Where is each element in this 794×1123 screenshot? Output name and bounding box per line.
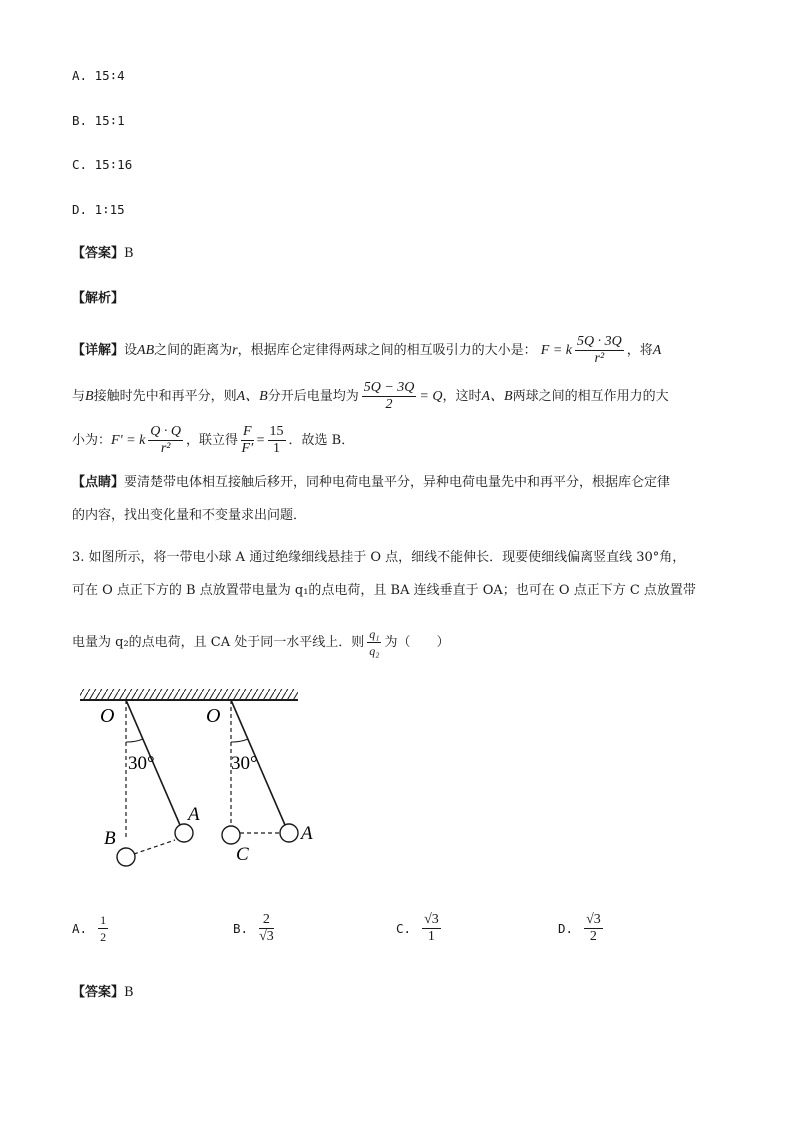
q3-option-c: C. $\frac{√3}{1}$ — [396, 912, 439, 944]
left-label-a: A — [188, 804, 200, 825]
left-label-o: O — [100, 705, 115, 727]
answer-q2: 【答案】B — [72, 246, 134, 261]
detail-line-3: 小为：F′ = k $\frac{Q \cdot Q}{\text{r²}}$ ，联立得 $\frac{F}{F'}$ = $\frac{15}{1}$ ．故选 B． — [72, 424, 355, 456]
option-a: A. 15∶4 — [72, 68, 125, 83]
right-label-o: O — [206, 705, 221, 727]
option-c: C. 15∶16 — [72, 157, 133, 172]
right-ball-a — [280, 824, 298, 842]
question-3-line-1: 3. 如图所示，将一带电小球 A 通过绝缘细线悬挂于 O 点，细线不能伸长．现要使细线偏离竖直线 30°角， — [72, 550, 686, 565]
comment-line-1: 【点睛】要清楚带电体相互接触后移开，同种电荷电量平分，异种电荷电量先中和再平分，根据库仑定律 — [72, 475, 671, 490]
pendulum-figure — [70, 682, 350, 872]
detail-line-1: 【详解】设AB之间的距离为r，根据库仑定律得两球之间的相互吸引力的大小是： F = k $\frac{5Q \cdot 3Q}{\text{r²}}$ ，将A — [72, 334, 662, 366]
analysis-heading: 【解析】 — [72, 291, 125, 306]
question-3-line-3: 电量为 q₂的点电荷，且 CA 处于同一水平线上．则 $\frac{\text{q₁}}{\text{q₂}}$ 为（ ） — [72, 627, 450, 658]
option-d: D. 1∶15 — [72, 202, 125, 217]
left-label-angle: 30° — [128, 753, 155, 774]
ceiling-hatch — [80, 689, 298, 700]
right-angle-arc — [231, 739, 248, 742]
option-b: B. 15∶1 — [72, 113, 125, 128]
q3-option-d: D. $\frac{√3}{2}$ — [558, 912, 601, 944]
answer-q3: 【答案】B — [72, 985, 134, 1000]
right-label-a: A — [301, 823, 313, 844]
question-3-line-2: 可在 O 点正下方的 B 点放置带电量为 q₁的点电荷，且 BA 连线垂直于 OA；也可在 O 点正下方 C 点放置带 — [72, 583, 696, 598]
left-ba-dashed — [134, 840, 175, 854]
left-angle-arc — [126, 739, 143, 742]
q3-option-a: A. $\frac{1}{2}$ — [72, 913, 107, 944]
q3-options — [72, 912, 672, 956]
detail-line-2: 与B接触时先中和再平分，则A、B分开后电量均为 $\frac{5Q - 3Q}{2}$ = Q，这时A、B两球之间的相互作用力的大 — [72, 380, 669, 412]
left-ball-b — [117, 848, 135, 866]
q3-option-b: B. $\frac{2}{√3}$ — [233, 912, 274, 944]
comment-line-2: 的内容，找出变化量和不变量求出问题． — [72, 508, 307, 523]
left-label-b: B — [104, 828, 116, 849]
right-label-angle: 30° — [231, 753, 258, 774]
right-label-c: C — [236, 844, 249, 865]
right-ball-c — [222, 826, 240, 844]
left-ball-a — [175, 824, 193, 842]
